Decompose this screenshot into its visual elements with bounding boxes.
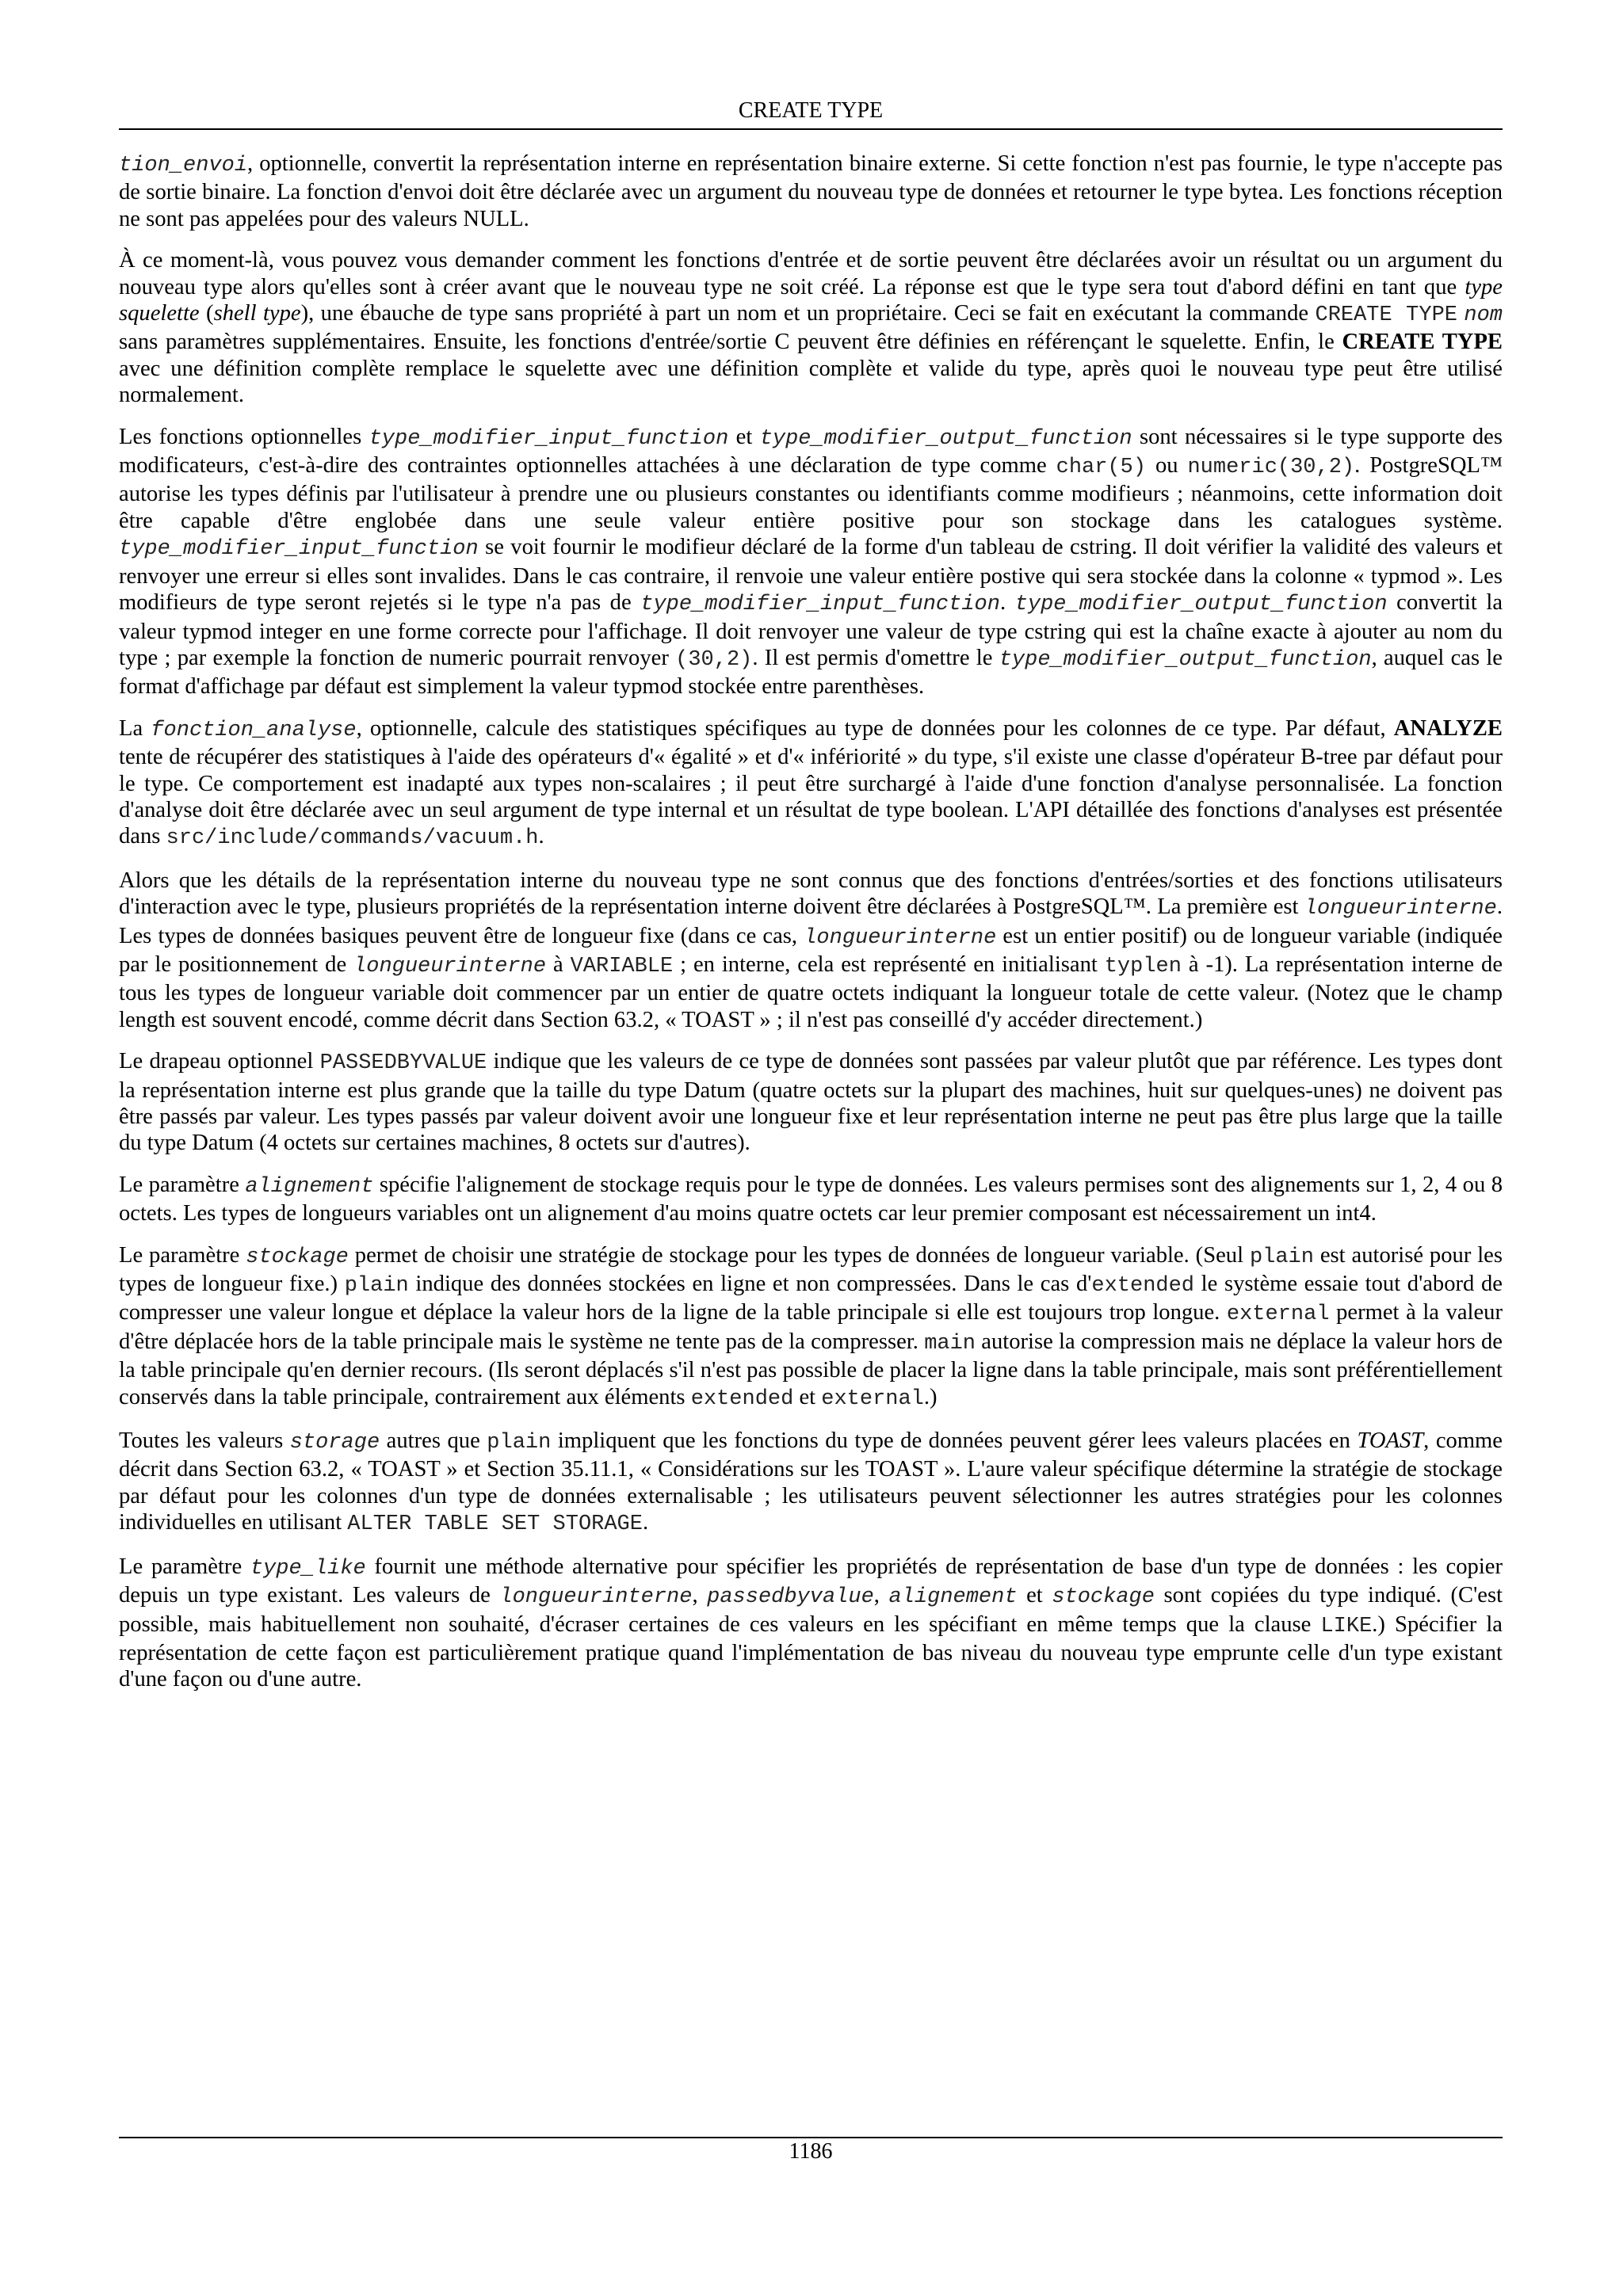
text-run: , comme décrit dans Section 63.2, « TOAST » et Section 35.11.1, « Considérations sur les TOAST ». L'aure valeur spécifique détermine la stratégie de stockage par défaut pour les colonnes d'un type de données externalisable ; les utilisateurs peuvent sélectionner les autres stratégies pour les colonnes individuelles en utilisant	[119, 1428, 1503, 1535]
inline-parameter: type_modifier_output_function	[999, 647, 1372, 672]
emphasis: type squelette	[119, 274, 1503, 326]
inline-parameter: longueurinterne	[499, 1585, 693, 1610]
inline-code: external	[821, 1386, 924, 1411]
text-run: ), une ébauche de type sans propriété à part un nom et un propriétaire. Ceci se fait en exécutant la commande	[300, 301, 1316, 326]
inline-parameter: type_modifier_output_function	[1014, 593, 1388, 617]
paragraph	[119, 151, 1503, 232]
text-run: permet à la valeur d'être déplacée hors de la table principale mais le système ne tente pas de la compresser.	[119, 1300, 1503, 1354]
text-run: La	[119, 715, 151, 741]
text-run: à -1). La représentation interne de tous les types de longueur variable doit commencer par un entier de quatre octets indiquant la longueur totale de cette valeur. (Notez que le champ length est souvent encodé, comme décrit dans Section 63.2, « TOAST » ; il n'est pas conseillé d'y accéder directement.)	[119, 952, 1503, 1032]
text-run: permet de choisir une stratégie de stockage pour les types de données de longueur variable. (Seul	[348, 1242, 1250, 1268]
inline-parameter: longueurinterne	[1304, 897, 1497, 921]
text-run: tente de récupérer des statistiques à l'aide des opérateurs d'« égalité » et d'« infériorité » du type, s'il existe une classe d'opérateur B-tree par défaut pour le type. Ce comportement est inadapté aux types non-scalaires ; il peut être surchargé à l'aide d'une fonction d'analyse personnalisée. La fonction d'analyse doit être déclarée avec un seul argument de type internal et un résultat de type boolean. L'API détaillée des fonctions d'analyses est présentée dans	[119, 745, 1503, 849]
text-run: .	[999, 590, 1015, 616]
inline-code: external	[1226, 1302, 1330, 1327]
inline-code: extended	[1091, 1274, 1195, 1299]
inline-code: CREATE TYPE	[1315, 303, 1457, 328]
inline-parameter: longueurinterne	[804, 925, 997, 950]
inline-code: VARIABLE	[570, 954, 674, 978]
inline-parameter: alignement	[888, 1585, 1018, 1610]
footer-rule	[119, 2137, 1503, 2138]
inline-parameter: type_like	[250, 1556, 366, 1581]
inline-code: plain	[487, 1431, 552, 1455]
paragraph	[119, 868, 1503, 1033]
running-header: CREATE TYPE	[738, 98, 884, 123]
text-run: convertit la valeur typmod integer en une forme correcte pour l'affichage. Il doit renvoyer une valeur de type cstring qui est la chaîne exacte à ajouter au nom du type ; par exemple la fonction de numeric pourrait renvoyer	[119, 590, 1503, 670]
inline-code: PASSEDBYVALUE	[319, 1051, 487, 1076]
text-run: . Les types de données basiques peuvent être de longueur fixe (dans ce cas,	[119, 894, 1503, 948]
inline-code: LIKE	[1320, 1614, 1373, 1638]
inline-parameter: type_modifier_input_function	[640, 593, 1000, 617]
inline-parameter: alignement	[245, 1174, 374, 1199]
text-run: et	[793, 1384, 822, 1409]
text-run: ,	[873, 1583, 889, 1608]
text-run: avec une définition complète remplace le squelette avec une définition complète et valide du type, après quoi le nouveau type peut être utilisé normalement.	[119, 356, 1503, 408]
text-run: est un entier positif) ou de longueur variable (indiquée par le positionnement de	[119, 923, 1503, 977]
text-run: autres que	[380, 1428, 487, 1454]
header-rule	[119, 128, 1503, 130]
paragraph	[119, 247, 1503, 408]
text-run: Le paramètre	[119, 1172, 246, 1197]
text-run: ,	[692, 1583, 708, 1608]
inline-parameter: passedbyvalue	[707, 1585, 874, 1610]
paragraph	[119, 715, 1503, 852]
text-run: à	[546, 952, 571, 977]
text-run: sans paramètres supplémentaires. Ensuite, les fonctions d'entrée/sortie C peuvent être définies en référençant le squelette. Enfin, le	[119, 330, 1342, 355]
paragraph	[119, 1242, 1503, 1413]
text-run: fournit une méthode alternative pour spécifier les propriétés de représentation de base d'un type de données : les copier depuis un type existant. Les valeurs de	[119, 1554, 1503, 1608]
text-run: .)	[923, 1384, 938, 1409]
inline-parameter: type_modifier_input_function	[369, 426, 729, 451]
text-run: le système essaie tout d'abord de compresser une valeur longue et déplace la valeur hors de la ligne de la table principale si elle est toujours trop longue.	[119, 1272, 1503, 1325]
inline-code: main	[924, 1331, 976, 1356]
text-run: , optionnelle, calcule des statistiques spécifiques au type de données pour les colonnes de ce type. Par défaut,	[356, 715, 1394, 741]
paragraph	[119, 1172, 1503, 1227]
page-number: 1186	[789, 2139, 833, 2164]
text-run: Le paramètre	[119, 1242, 246, 1268]
text-run: et	[728, 424, 760, 449]
inline-parameter: stockage	[246, 1245, 349, 1269]
inline-parameter: longueurinterne	[353, 954, 547, 978]
inline-code: (30,2)	[675, 647, 753, 672]
text-run: .	[538, 824, 544, 849]
text-run: Le drapeau optionnel	[119, 1049, 320, 1074]
paragraph	[119, 1048, 1503, 1157]
inline-parameter: type_modifier_output_function	[759, 426, 1132, 451]
paragraph	[119, 424, 1503, 700]
text-run: indique que les valeurs de ce type de données sont passées par valeur plutôt que par référence. Les types dont la représentation interne est plus grande que la taille du type Datum (quatre octets sur la plupart des machines, huit sur quelques-unes) ne doivent pas être passés par valeur. Les types passés par valeur doivent avoir une longueur fixe et leur représentation interne ne peut pas être plus large que la taille du type Datum (4 octets sur certaines machines, 8 octets sur d'autres).	[119, 1049, 1503, 1156]
inline-parameter: type_modifier_input_function	[119, 537, 479, 562]
text-run: .	[642, 1510, 649, 1535]
text-run: . Il est permis d'omettre le	[752, 645, 999, 670]
text-run: , optionnelle, convertit la représentation interne en représentation binaire externe. Si cette fonction n'est pas fournie, le type n'accepte pas de sortie binaire. La fonction d'envoi doit être déclarée avec un argument du nouveau type de données et retourner le type bytea. Les fonctions réception ne sont pas appelées pour des valeurs NULL.	[119, 151, 1503, 231]
inline-code: char(5)	[1056, 456, 1147, 480]
text-run: . PostgreSQL™ autorise les types définis par l'utilisateur à prendre une ou plusieurs constantes ou identifiants comme modifieurs ; néanmoins, cette information doit être capable d'être englobée dans une seule valeur entière positive pour son stockage dans les catalogues système.	[119, 453, 1503, 533]
inline-parameter: stockage	[1052, 1585, 1155, 1610]
text-run: impliquent que les fonctions du type de données peuvent gérer lees valeurs placées en	[551, 1428, 1358, 1454]
command-name: ANALYZE	[1393, 715, 1503, 741]
text-run: se voit fournir le modifieur déclaré de la forme d'un tableau de cstring. Il doit vérifier la validité des valeurs et renvoyer une erreur si elles sont invalides. Dans le cas contraire, il renvoie une valeur entière postive qui sera stockée dans la colonne « typmod ». Les modifieurs de type seront rejetés si le type n'a pas de	[119, 535, 1503, 616]
paragraph	[119, 1554, 1503, 1693]
text-run: ou	[1146, 453, 1188, 479]
text-run: spécifie l'alignement de stockage requis pour le type de données. Les valeurs permises sont des alignements sur 1, 2, 4 ou 8 octets. Les types de longueurs variables ont un alignement d'au moins quatre octets car leur premier composant est nécessairement un int4.	[119, 1172, 1503, 1226]
emphasis: TOAST	[1357, 1428, 1424, 1454]
inline-code: plain	[344, 1274, 409, 1299]
inline-parameter: storage	[289, 1431, 380, 1455]
text-run: est autorisé pour les types de longueur fixe.)	[119, 1242, 1503, 1297]
inline-code: ALTER TABLE SET STORAGE	[347, 1512, 643, 1537]
text-run: Alors que les détails de la représentation interne du nouveau type ne sont connus que des fonctions d'entrées/sorties et des fonctions utilisateurs d'interaction avec le type, plusieurs propriétés de la représentation interne doivent être déclarées à PostgreSQL™. La première est	[119, 868, 1503, 920]
text-run: et	[1017, 1583, 1052, 1608]
inline-code: typlen	[1104, 954, 1182, 978]
paragraph	[119, 1428, 1503, 1539]
document-page	[119, 0, 1503, 2296]
inline-parameter: tion_envoi	[119, 154, 248, 177]
text-run: Les fonctions optionnelles	[119, 424, 369, 449]
text-run: , auquel cas le format d'affichage par défaut est simplement la valeur typmod stockée entre parenthèses.	[119, 645, 1503, 700]
inline-parameter: fonction_analyse	[151, 718, 357, 742]
text-run: (	[199, 301, 214, 326]
inline-parameter: nom	[1464, 303, 1503, 328]
text-run: indique des données stockées en ligne et non compressées. Dans le cas d'	[408, 1272, 1092, 1297]
inline-code: plain	[1249, 1245, 1314, 1269]
inline-code: numeric(30,2)	[1187, 456, 1355, 480]
emphasis: shell type	[213, 301, 301, 326]
text-run: Le paramètre	[119, 1554, 250, 1579]
inline-code: src/include/commands/vacuum.h	[166, 826, 539, 851]
text-run: Toutes les valeurs	[119, 1428, 290, 1454]
command-name: CREATE TYPE	[1342, 330, 1503, 355]
text-run: À ce moment-là, vous pouvez vous demander comment les fonctions d'entrée et de sortie peuvent être déclarées avoir un résultat ou un argument du nouveau type alors qu'elles sont à créer avant que le nouveau type ne soit créé. La réponse est que le type sera tout d'abord défini en tant que	[119, 248, 1503, 299]
text-run: autorise la compression mais ne déplace la valeur hors de la table principale qu'en dernier recours. (Ils seront déplacés s'il n'est pas possible de placer la ligne dans la table principale, mais sont préférentiellement conservés dans la table principale, contrairement aux éléments	[119, 1329, 1503, 1409]
inline-code: extended	[690, 1386, 794, 1411]
body-text	[119, 151, 1503, 1708]
text-run: .) Spécifier la représentation de cette façon est particulièrement pratique quand l'implémentation de bas niveau du nouveau type emprunte celle d'un type existant d'une façon ou d'une autre.	[119, 1611, 1503, 1692]
text-run: ; en interne, cela est représenté en initialisant	[673, 952, 1105, 977]
text-run: sont nécessaires si le type supporte des modificateurs, c'est-à-dire des contraintes optionnelles attachées à une déclaration de type comme	[119, 424, 1503, 479]
text-run: sont copiées du type indiqué. (C'est possible, mais habituellement non souhaité, d'écraser certaines de ces valeurs en les spécifiant en même temps que la clause	[119, 1583, 1503, 1637]
